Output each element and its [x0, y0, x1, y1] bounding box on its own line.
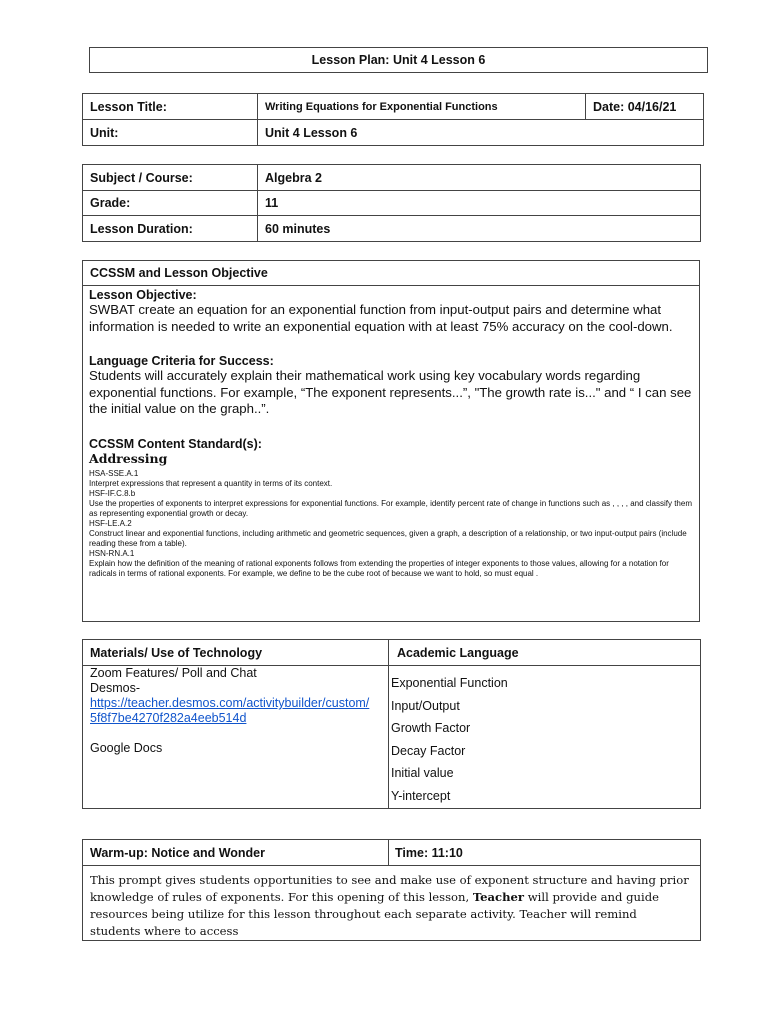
zoom-item: Zoom Features/ Poll and Chat	[90, 666, 257, 680]
ccssm-heading: CCSSM and Lesson Objective	[83, 261, 699, 286]
academic-language-heading: Academic Language	[389, 640, 701, 666]
teacher-emphasis: Teacher	[472, 890, 525, 904]
duration-value: 60 minutes	[258, 216, 701, 242]
academic-term: Exponential Function	[391, 676, 508, 690]
standard-text: Use the properties of exponents to interpret expressions for exponential functions. For example, identify percent rate of change in functions such as , , , , and classify them as representing exponential growth or decay.	[89, 498, 692, 518]
google-docs-item: Google Docs	[90, 741, 163, 755]
academic-language-cell	[389, 666, 701, 809]
standard-code: HSF-IF.C.8.b	[89, 488, 136, 498]
desmos-label: Desmos-	[90, 681, 141, 695]
unit-label: Unit:	[83, 120, 258, 146]
date-label: Date: 04/16/21	[586, 94, 704, 120]
subject-value: Algebra 2	[258, 165, 701, 191]
academic-term: Initial value	[391, 766, 454, 781]
language-criteria-text: Students will accurately explain their mathematical work using key vocabulary words regarding exponential functions. For example, “The exponent represents...”, "The growth rate is..." and “ I can see the initial value on the graph..”.	[89, 368, 692, 416]
addressing-label: Addressing	[89, 450, 168, 466]
course-table	[82, 164, 701, 242]
academic-term: Input/Output	[391, 698, 460, 713]
subject-label: Subject / Course:	[83, 165, 258, 191]
academic-term: Y-intercept	[391, 788, 451, 803]
ccssm-section	[82, 260, 700, 622]
standard-text: Explain how the definition of the meaning of rational exponents follows from extending the properties of integer exponents to those values, allowing for a notation for radicals in terms of rational exponents. For example, we define to be the cube root of because we want to hold, so must equal .	[89, 558, 669, 578]
lesson-title-label: Lesson Title:	[83, 94, 258, 120]
academic-term: Decay Factor	[391, 743, 466, 758]
standard-text: Construct linear and exponential functions, including arithmetic and geometric sequences, given a graph, a description of a relationship, or two input-output pairs (include reading these from a table).	[89, 528, 687, 548]
grade-value: 11	[258, 191, 701, 216]
warmup-text: This prompt gives students opportunities to see and make use of exponent structure and having prior knowledge of rules of exponents. For this opening of this lesson, Teacher will provide and guide resources being utilize for this lesson throughout each separate activity. Teacher will remind students where to access	[83, 866, 701, 941]
duration-label: Lesson Duration:	[83, 216, 258, 242]
academic-term: Growth Factor	[391, 721, 471, 736]
warmup-time: Time: 11:10	[389, 840, 701, 866]
language-criteria-label: Language Criteria for Success:	[89, 354, 274, 368]
standards-label: CCSSM Content Standard(s):	[89, 436, 262, 451]
lesson-info-table	[82, 93, 704, 146]
unit-value: Unit 4 Lesson 6	[258, 120, 704, 146]
page-title: Lesson Plan: Unit 4 Lesson 6	[311, 53, 486, 67]
grade-label: Grade:	[83, 191, 258, 216]
objective-label: Lesson Objective:	[89, 288, 197, 302]
standard-code: HSA-SSE.A.1	[89, 468, 139, 478]
lesson-title-value: Writing Equations for Exponential Functions	[258, 94, 586, 120]
page-title-box	[89, 47, 708, 73]
materials-heading: Materials/ Use of Technology	[83, 640, 389, 666]
standard-code: HSF-LE.A.2	[89, 518, 132, 528]
standards-list	[89, 469, 692, 579]
warmup-heading: Warm-up: Notice and Wonder	[83, 840, 389, 866]
standard-code: HSN-RN.A.1	[89, 548, 135, 558]
materials-cell	[83, 666, 389, 809]
warmup-table	[82, 839, 701, 941]
materials-table	[82, 639, 701, 809]
objective-text: SWBAT create an equation for an exponential function from input-output pairs and determine what information is needed to write an exponential equation with at least 75% accuracy on the cool-down.	[89, 302, 673, 334]
desmos-link[interactable]: https://teacher.desmos.com/activitybuilder/custom/5f8f7be4270f282a4eeb514d	[90, 696, 370, 725]
standard-text: Interpret expressions that represent a quantity in terms of its context.	[89, 478, 333, 488]
